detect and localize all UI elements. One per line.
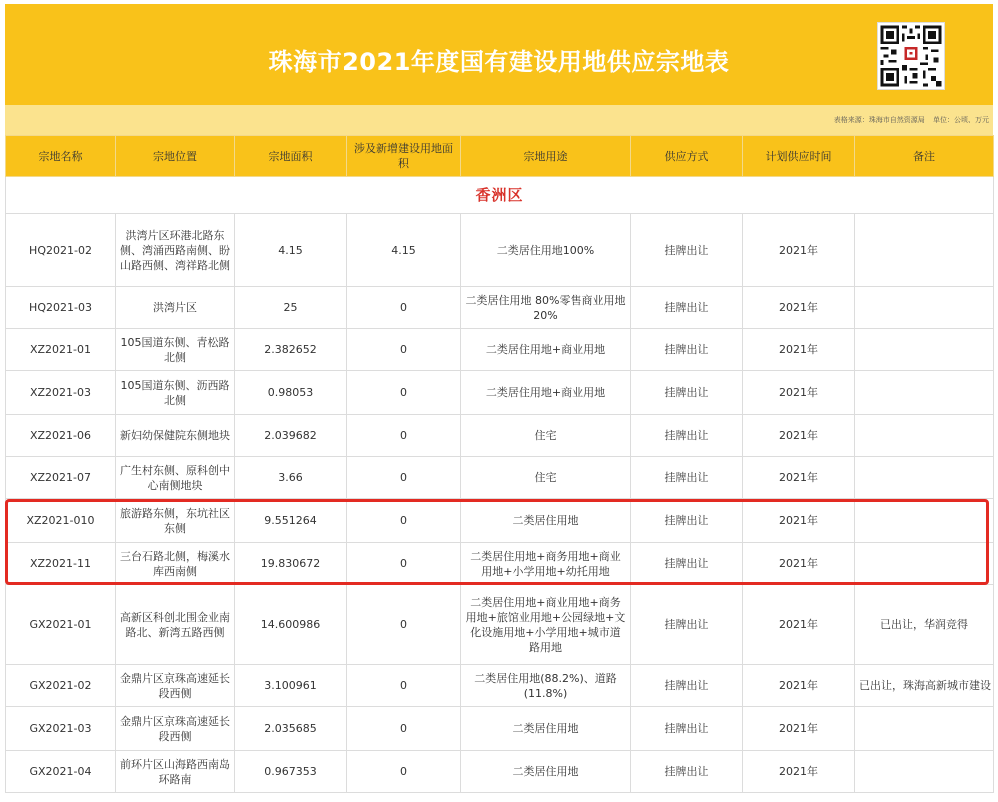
cell-remark <box>855 707 994 751</box>
cell-time: 2021年 <box>743 543 855 585</box>
cell-area: 4.15 <box>235 214 347 287</box>
cell-time: 2021年 <box>743 214 855 287</box>
table-row <box>6 457 994 499</box>
cell-location: 旅游路东侧，东坑社区东侧 <box>116 499 235 543</box>
cell-usage: 住宅 <box>461 457 631 499</box>
cell-name: XZ2021-11 <box>6 543 116 585</box>
cell-usage: 二类居住用地 <box>461 707 631 751</box>
cell-remark <box>855 371 994 415</box>
cell-new-area: 0 <box>347 457 461 499</box>
table-row <box>6 214 994 287</box>
cell-location: 前环片区山海路西南岛环路南 <box>116 751 235 793</box>
cell-area: 25 <box>235 287 347 329</box>
cell-time: 2021年 <box>743 371 855 415</box>
source-unit: 单位：公顷、万元 <box>933 116 989 124</box>
cell-method: 挂牌出让 <box>631 371 743 415</box>
cell-name: XZ2021-010 <box>6 499 116 543</box>
cell-usage: 二类居住用地 80%零售商业用地20% <box>461 287 631 329</box>
cell-new-area: 0 <box>347 585 461 665</box>
header-method: 供应方式 <box>631 136 743 177</box>
cell-location: 105国道东侧、青松路北侧 <box>116 329 235 371</box>
cell-time: 2021年 <box>743 585 855 665</box>
cell-new-area: 0 <box>347 543 461 585</box>
section-title: 香洲区 <box>6 177 994 214</box>
qr-code-icon[interactable] <box>877 22 945 90</box>
cell-time: 2021年 <box>743 665 855 707</box>
cell-area: 3.66 <box>235 457 347 499</box>
cell-name: HQ2021-03 <box>6 287 116 329</box>
cell-location: 高新区科创北围金业南路北、新湾五路西侧 <box>116 585 235 665</box>
source-note <box>834 115 989 125</box>
cell-location: 广生村东侧、原科创中心南侧地块 <box>116 457 235 499</box>
cell-method: 挂牌出让 <box>631 214 743 287</box>
cell-time: 2021年 <box>743 415 855 457</box>
cell-usage: 二类居住用地+商业用地 <box>461 329 631 371</box>
cell-location: 金鼎片区京珠高速延长段西侧 <box>116 665 235 707</box>
table-row <box>6 287 994 329</box>
cell-time: 2021年 <box>743 751 855 793</box>
cell-area: 0.967353 <box>235 751 347 793</box>
cell-new-area: 4.15 <box>347 214 461 287</box>
table-row <box>6 751 994 793</box>
cell-new-area: 0 <box>347 415 461 457</box>
cell-remark <box>855 415 994 457</box>
cell-area: 9.551264 <box>235 499 347 543</box>
cell-location: 三台石路北侧，梅溪水库西南侧 <box>116 543 235 585</box>
cell-usage: 住宅 <box>461 415 631 457</box>
table-row <box>6 543 994 585</box>
cell-new-area: 0 <box>347 329 461 371</box>
cell-method: 挂牌出让 <box>631 287 743 329</box>
cell-name: XZ2021-01 <box>6 329 116 371</box>
land-supply-table <box>5 135 994 793</box>
cell-usage: 二类居住用地 <box>461 751 631 793</box>
cell-usage: 二类居住用地+商业用地 <box>461 371 631 415</box>
header-location: 宗地位置 <box>116 136 235 177</box>
cell-location: 金鼎片区京珠高速延长段西侧 <box>116 707 235 751</box>
table-row <box>6 329 994 371</box>
cell-new-area: 0 <box>347 499 461 543</box>
cell-usage: 二类居住用地 <box>461 499 631 543</box>
cell-method: 挂牌出让 <box>631 751 743 793</box>
cell-location: 新妇幼保健院东侧地块 <box>116 415 235 457</box>
table-row <box>6 415 994 457</box>
cell-new-area: 0 <box>347 665 461 707</box>
cell-area: 3.100961 <box>235 665 347 707</box>
cell-method: 挂牌出让 <box>631 415 743 457</box>
cell-usage: 二类居住用地100% <box>461 214 631 287</box>
cell-time: 2021年 <box>743 457 855 499</box>
table-row <box>6 499 994 543</box>
cell-usage: 二类居住用地+商业用地+商务用地+旅馆业用地+公园绿地+文化设施用地+小学用地+城市道路用地 <box>461 585 631 665</box>
cell-area: 2.035685 <box>235 707 347 751</box>
cell-area: 14.600986 <box>235 585 347 665</box>
cell-location: 105国道东侧、沥西路北侧 <box>116 371 235 415</box>
cell-time: 2021年 <box>743 287 855 329</box>
table-row <box>6 585 994 665</box>
cell-method: 挂牌出让 <box>631 707 743 751</box>
table-header-row <box>6 136 994 177</box>
header-area: 宗地面积 <box>235 136 347 177</box>
cell-name: GX2021-02 <box>6 665 116 707</box>
header-name: 宗地名称 <box>6 136 116 177</box>
header-usage: 宗地用途 <box>461 136 631 177</box>
header-new-area: 涉及新增建设用地面积 <box>347 136 461 177</box>
cell-remark <box>855 543 994 585</box>
cell-remark <box>855 214 994 287</box>
table-row <box>6 707 994 751</box>
table-row <box>6 665 994 707</box>
cell-remark: 已出让，珠海高新城市建设 <box>855 665 994 707</box>
cell-location: 洪湾片区 <box>116 287 235 329</box>
cell-usage: 二类居住用地+商务用地+商业用地+小学用地+幼托用地 <box>461 543 631 585</box>
cell-name: GX2021-01 <box>6 585 116 665</box>
cell-remark <box>855 751 994 793</box>
cell-usage: 二类居住用地(88.2%)、道路(11.8%) <box>461 665 631 707</box>
cell-remark <box>855 329 994 371</box>
cell-time: 2021年 <box>743 499 855 543</box>
cell-area: 19.830672 <box>235 543 347 585</box>
cell-time: 2021年 <box>743 707 855 751</box>
cell-area: 2.039682 <box>235 415 347 457</box>
cell-remark <box>855 499 994 543</box>
source-origin: 表格来源：珠海市自然资源局 <box>833 116 925 124</box>
cell-name: XZ2021-07 <box>6 457 116 499</box>
header-remark: 备注 <box>855 136 994 177</box>
cell-new-area: 0 <box>347 287 461 329</box>
source-strip <box>5 105 993 135</box>
cell-name: XZ2021-06 <box>6 415 116 457</box>
cell-area: 2.382652 <box>235 329 347 371</box>
cell-new-area: 0 <box>347 371 461 415</box>
cell-name: HQ2021-02 <box>6 214 116 287</box>
cell-remark <box>855 457 994 499</box>
cell-time: 2021年 <box>743 329 855 371</box>
cell-new-area: 0 <box>347 707 461 751</box>
title-banner <box>5 4 993 105</box>
page-title: 珠海市2021年度国有建设用地供应宗地表 <box>268 48 730 76</box>
cell-name: GX2021-04 <box>6 751 116 793</box>
table-row <box>6 371 994 415</box>
section-row <box>6 177 994 214</box>
cell-name: XZ2021-03 <box>6 371 116 415</box>
cell-method: 挂牌出让 <box>631 665 743 707</box>
cell-method: 挂牌出让 <box>631 543 743 585</box>
cell-area: 0.98053 <box>235 371 347 415</box>
cell-method: 挂牌出让 <box>631 457 743 499</box>
cell-remark: 已出让，华润竞得 <box>855 585 994 665</box>
cell-name: GX2021-03 <box>6 707 116 751</box>
cell-remark <box>855 287 994 329</box>
cell-method: 挂牌出让 <box>631 499 743 543</box>
header-time: 计划供应时间 <box>743 136 855 177</box>
cell-method: 挂牌出让 <box>631 585 743 665</box>
cell-method: 挂牌出让 <box>631 329 743 371</box>
cell-location: 洪湾片区环港北路东侧、湾涌西路南侧、盼山路西侧、湾祥路北侧 <box>116 214 235 287</box>
cell-new-area: 0 <box>347 751 461 793</box>
